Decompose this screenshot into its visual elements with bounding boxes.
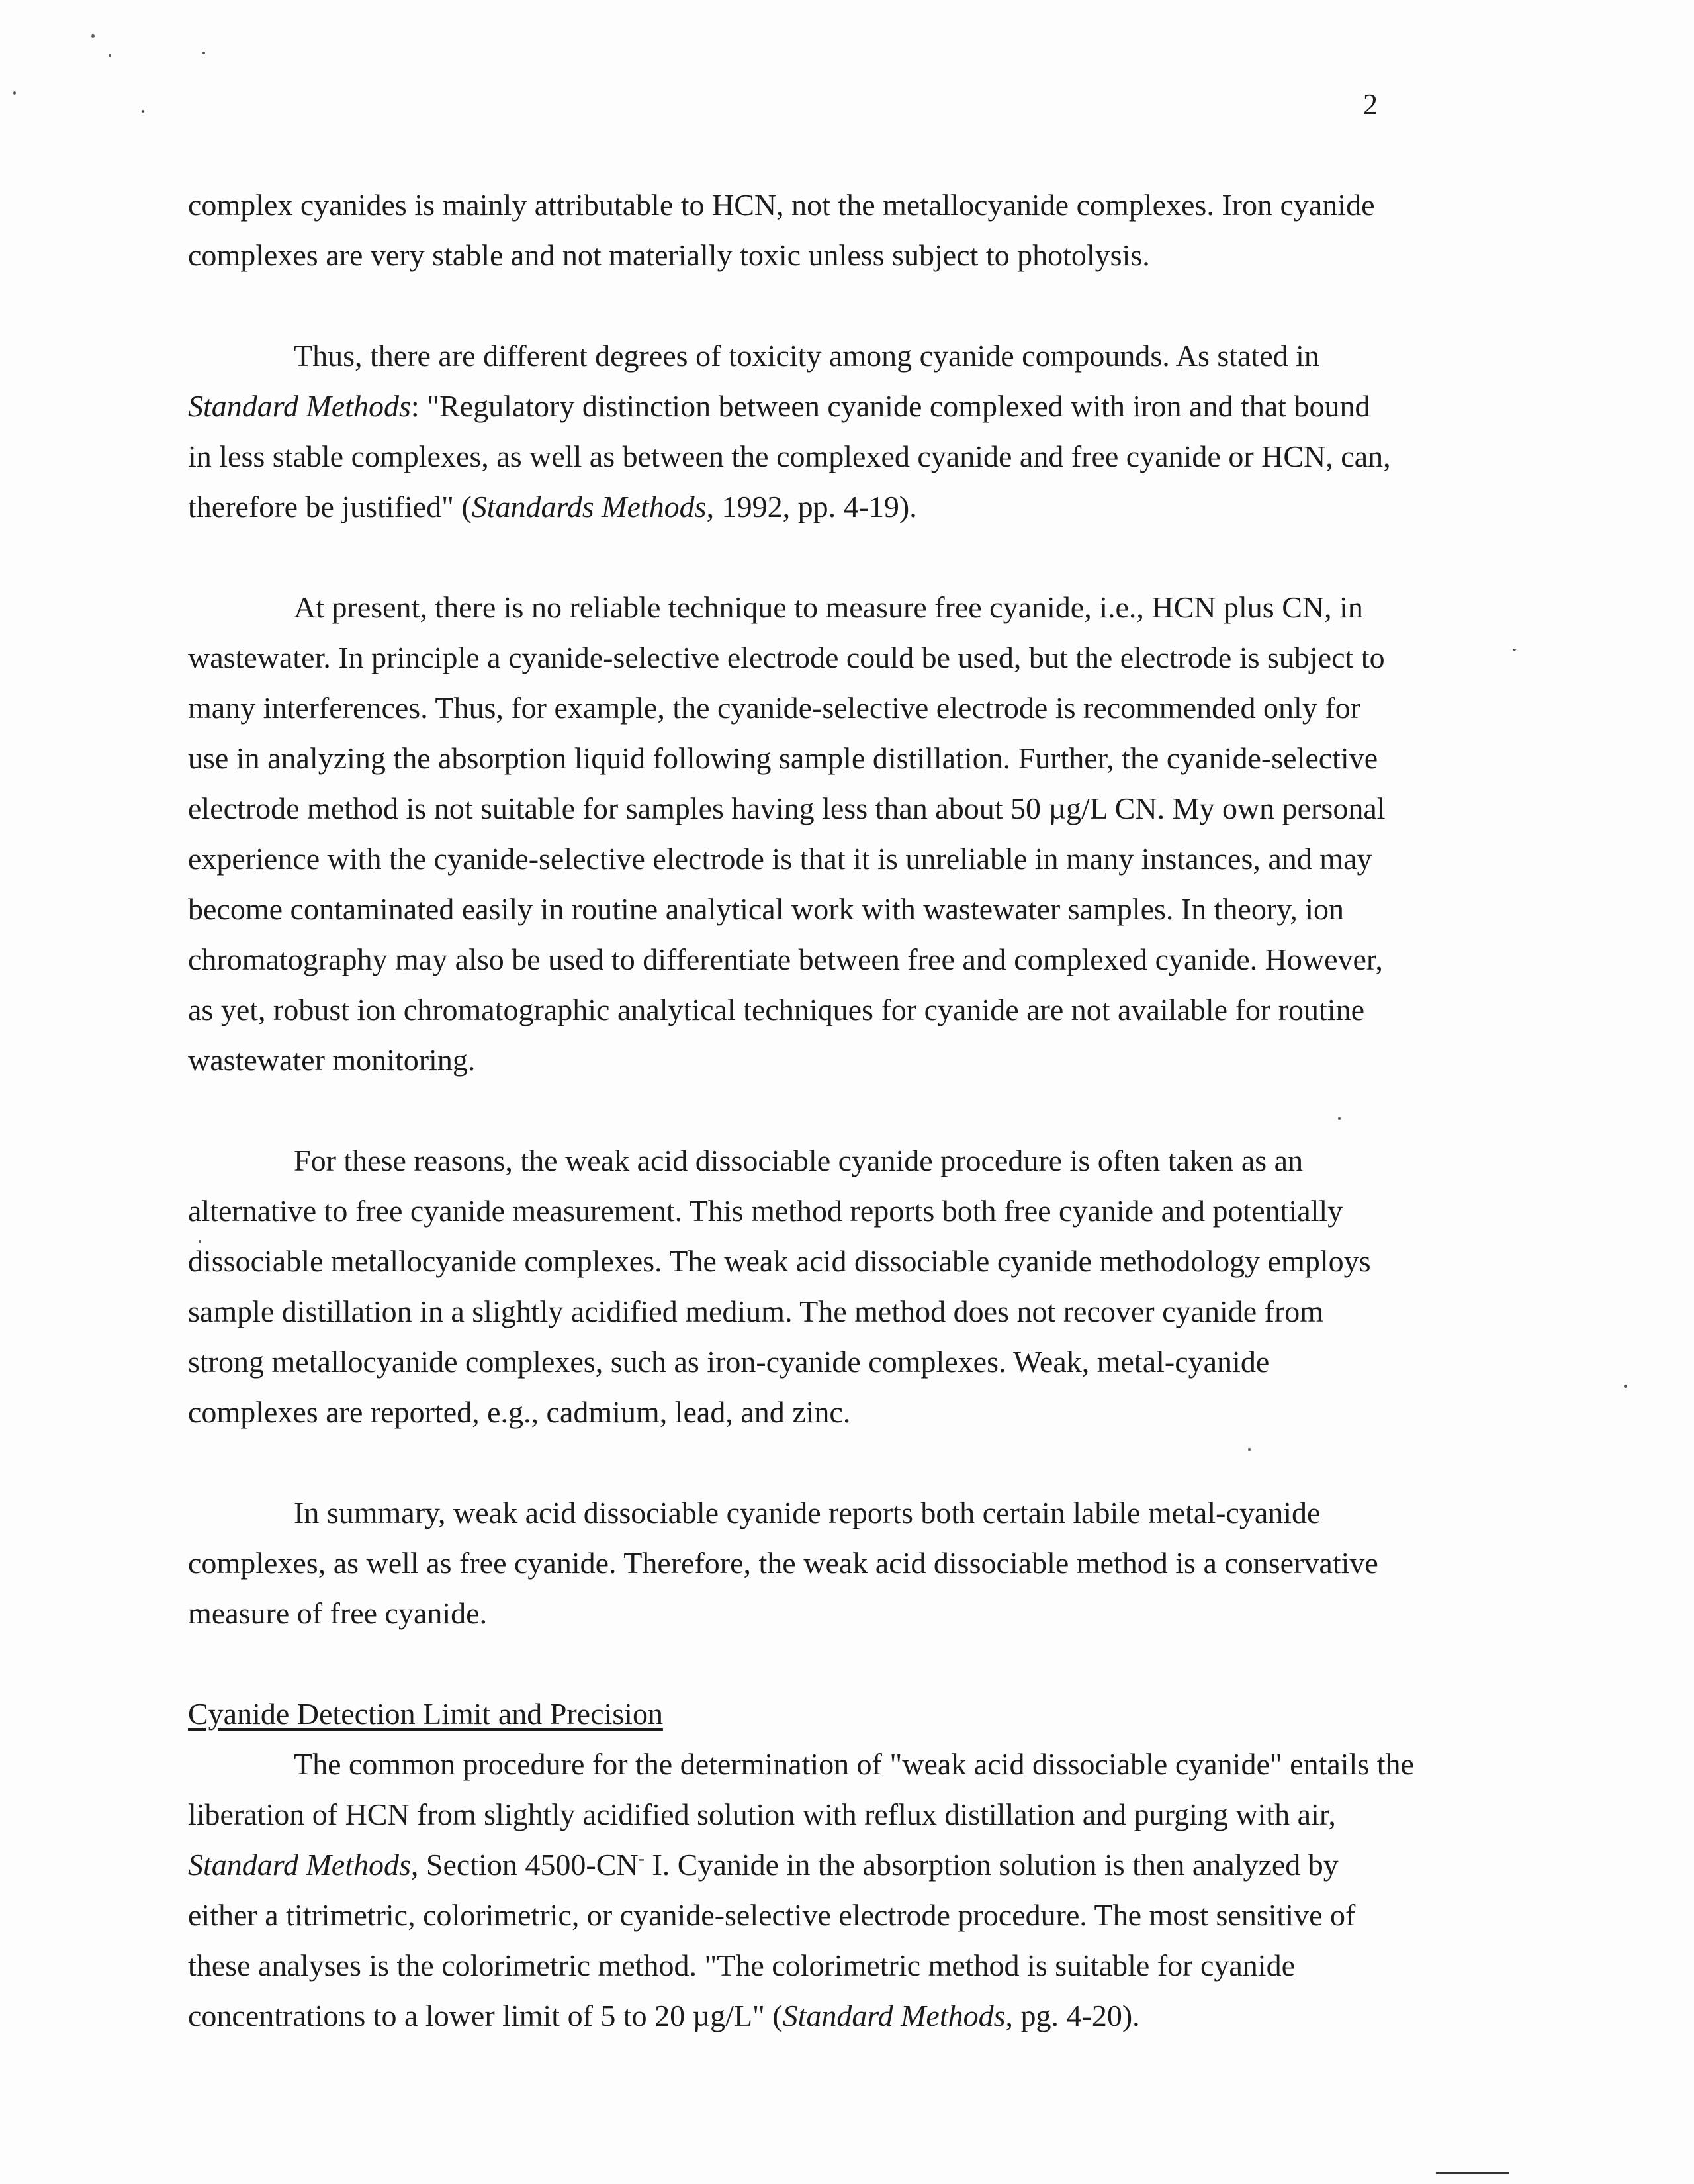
text-line: sample distillation in a slightly acidified medium. The method does not recover cyanide from: [188, 1295, 1324, 1328]
text-line: complexes, as well as free cyanide. Therefore, the weak acid dissociable method is a conservative: [188, 1546, 1378, 1580]
paragraph-continuation: [188, 180, 1525, 281]
scan-speck: [1624, 1385, 1627, 1388]
text-fragment: : "Regulatory distinction between cyanide complexed with iron and that bound: [410, 389, 1370, 423]
paragraph-gap: [188, 1085, 1525, 1136]
text-fragment: I. Cyanide in the absorption solution is then analyzed by: [644, 1848, 1339, 1882]
text-line: The common procedure for the determination of "weak acid dissociable cyanide" entails the: [294, 1747, 1414, 1781]
citation-italic: Standard Methods: [188, 389, 411, 423]
paragraph-gap: [188, 1437, 1525, 1488]
text-line: in less stable complexes, as well as between the complexed cyanide and free cyanide or HCN, can,: [188, 439, 1391, 473]
citation-italic: Standards Methods: [471, 490, 707, 523]
scan-speck: [109, 54, 111, 57]
text-line: experience with the cyanide-selective electrode is that it is unreliable in many instances, and may: [188, 842, 1372, 876]
text-line: either a titrimetric, colorimetric, or cyanide-selective electrode procedure. The most sensitive of: [188, 1898, 1356, 1932]
scan-speck: [142, 110, 144, 113]
text-line: alternative to free cyanide measurement. This method reports both free cyanide and potentially: [188, 1194, 1343, 1228]
text-fragment: concentrations to a lower limit of 5 to 20 µg/L" (: [188, 1999, 783, 2032]
text-line: complexes are reported, e.g., cadmium, lead, and zinc.: [188, 1395, 851, 1429]
text-line: dissociable metallocyanide complexes. The weak acid dissociable cyanide methodology employs: [188, 1244, 1371, 1278]
text-line: wastewater monitoring.: [188, 1043, 476, 1077]
paragraph-detection-limit: [188, 1739, 1525, 2041]
paragraph-toxicity: [188, 331, 1525, 532]
text-line: [188, 1840, 1525, 1890]
text-fragment: therefore be justified" (: [188, 490, 472, 523]
text-line: strong metallocyanide complexes, such as iron-cyanide complexes. Weak, metal-cyanide: [188, 1345, 1270, 1379]
text-fragment: , Section 4500-CN: [410, 1848, 639, 1882]
superscript: -: [638, 1848, 645, 1869]
paragraph-gap: [188, 1639, 1525, 1689]
text-line: chromatography may also be used to differentiate between free and complexed cyanide. However,: [188, 942, 1383, 976]
body-text: [188, 180, 1525, 2041]
text-line: these analyses is the colorimetric method. "The colorimetric method is suitable for cyanide: [188, 1948, 1295, 1982]
text-line: measure of free cyanide.: [188, 1596, 488, 1630]
text-fragment: , 1992, pp. 4-19).: [706, 490, 917, 523]
text-fragment: , pg. 4-20).: [1005, 1999, 1140, 2032]
text-line: many interferences. Thus, for example, the cyanide-selective electrode is recommended only for: [188, 691, 1360, 725]
paragraph-gap: [188, 281, 1525, 331]
scan-speck: [91, 34, 95, 38]
text-line: Thus, there are different degrees of toxicity among cyanide compounds. As stated in: [294, 339, 1319, 373]
scan-speck: [13, 91, 16, 95]
citation-italic: Standard Methods: [782, 1999, 1006, 2032]
text-line: use in analyzing the absorption liquid following sample distillation. Further, the cyanide-selective: [188, 741, 1378, 775]
text-line: as yet, robust ion chromatographic analytical techniques for cyanide are not available for routine: [188, 993, 1364, 1026]
text-line: liberation of HCN from slightly acidified solution with reflux distillation and purging with air,: [188, 1797, 1336, 1831]
page-number: 2: [1363, 88, 1378, 120]
text-line: [188, 1991, 1525, 2041]
citation-italic: Standard Methods: [188, 1848, 411, 1882]
text-line: wastewater. In principle a cyanide-selective electrode could be used, but the electrode is subject to: [188, 641, 1385, 674]
paragraph-wad-procedure: [188, 1136, 1525, 1437]
text-line: For these reasons, the weak acid dissociable cyanide procedure is often taken as an: [294, 1144, 1304, 1177]
text-line: become contaminated easily in routine analytical work with wastewater samples. In theory, ion: [188, 892, 1345, 926]
section-heading: Cyanide Detection Limit and Precision: [188, 1697, 663, 1731]
paragraph-gap: [188, 532, 1525, 582]
scan-speck: [202, 52, 205, 54]
text-line: [188, 381, 1525, 432]
text-line: complexes are very stable and not materially toxic unless subject to photolysis.: [188, 238, 1150, 272]
text-line: At present, there is no reliable technique to measure free cyanide, i.e., HCN plus CN, in: [294, 590, 1363, 624]
paragraph-summary: [188, 1488, 1525, 1639]
paragraph-free-cyanide: [188, 582, 1525, 1085]
text-line: electrode method is not suitable for samples having less than about 50 µg/L CN. My own personal: [188, 792, 1386, 825]
corner-rule: [1436, 2172, 1509, 2174]
text-line: [188, 482, 1525, 532]
text-line: In summary, weak acid dissociable cyanide reports both certain labile metal-cyanide: [294, 1496, 1321, 1529]
text-line: complex cyanides is mainly attributable to HCN, not the metallocyanide complexes. Iron cyanide: [188, 188, 1375, 222]
